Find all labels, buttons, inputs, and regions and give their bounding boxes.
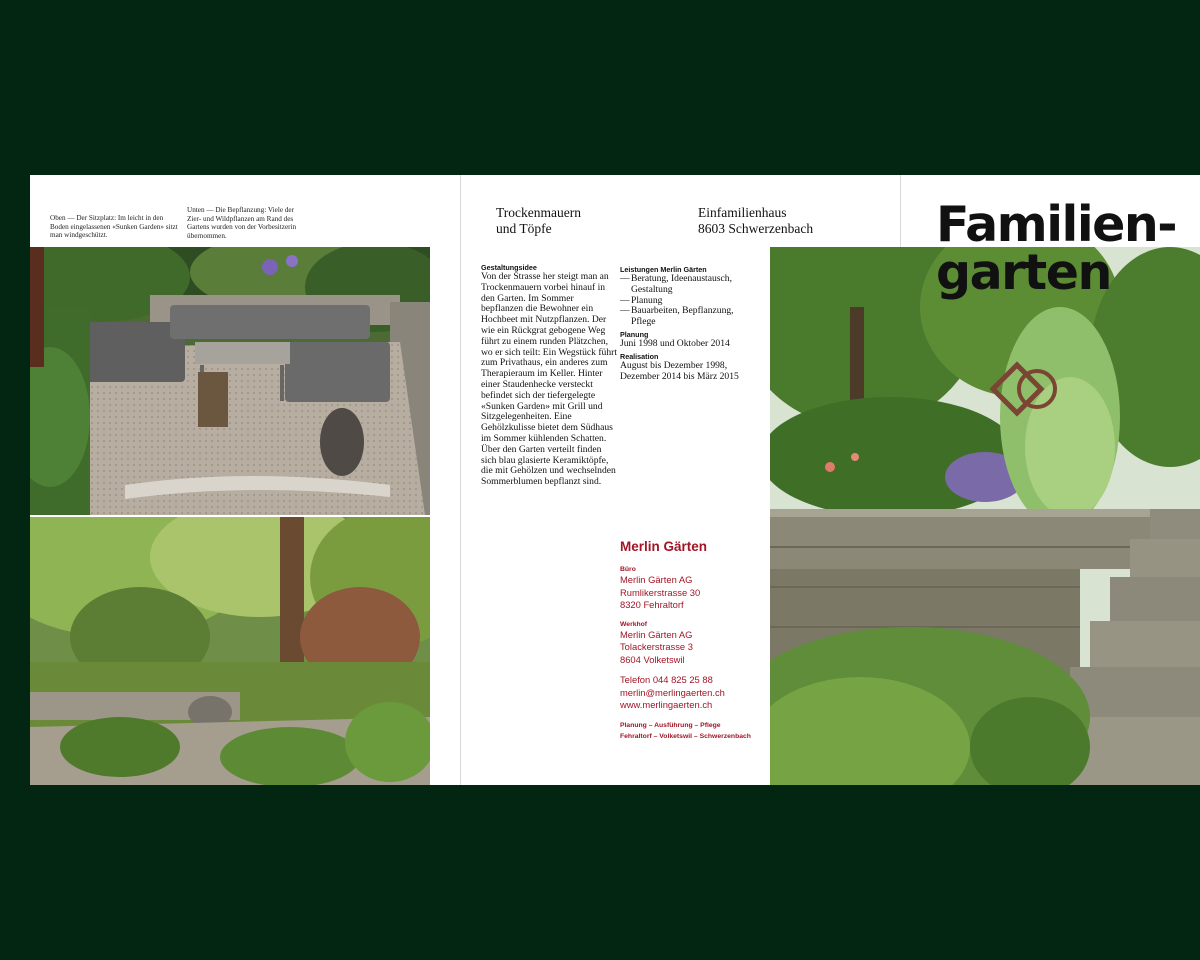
subject-heading: Trockenmauern und Töpfe bbox=[496, 205, 581, 236]
workshop-address: Merlin Gärten AG Tolackerstrasse 3 8604 Volketswil bbox=[620, 628, 693, 665]
design-idea bbox=[481, 263, 617, 488]
company-locations: Fehraltorf – Volketswil – Schwerzenbach bbox=[620, 733, 751, 740]
planning-text: Juni 1998 und Oktober 2014 bbox=[620, 337, 730, 349]
services-label: Leistungen Merlin Gärten bbox=[620, 265, 707, 274]
photo-raised-bed bbox=[770, 247, 1200, 785]
company-info bbox=[620, 539, 751, 743]
caption-top-photo: Oben — Der Sitzplatz: Im leicht in den Boden eingelassenen «Sunken Garden» sitzt man windgeschützt. bbox=[50, 214, 178, 240]
office-label: Büro bbox=[620, 566, 636, 573]
photo-sunken-garden bbox=[30, 247, 430, 515]
workshop-label: Werkhof bbox=[620, 620, 648, 628]
location-heading: Einfamilienhaus 8603 Schwerzenbach bbox=[698, 205, 814, 236]
article-title: Familien- garten bbox=[936, 196, 1177, 301]
photo-plantings bbox=[30, 517, 430, 785]
list-item: — Planung bbox=[620, 294, 663, 306]
list-item: — Bauarbeiten, Bepflanzung, Pflege bbox=[620, 305, 734, 328]
services-list bbox=[620, 274, 760, 328]
realisation-text: August bis Dezember 1998, Dezember 2014 bis März 2015 bbox=[620, 359, 739, 382]
page-fold bbox=[900, 175, 901, 247]
design-idea-label: Gestaltungsidee bbox=[481, 263, 537, 272]
design-idea-text: Von der Strasse her steigt man an Trockenmauern vorbei hinauf in den Garten. Im Sommer bepflanzen die Bewohner ein Hochbeet mit Nutzpflanzen. Der wie ein Rückgrat gebogene Weg führt zu einem runden Plätzchen, wo er sich teilt: Ein Wegstück führt zum Privathaus, ein anderes zum Therapieraum im Keller. Hinter einer Staudenhecke versteckt befindet sich der tiefergelegte «Sunken Garden» mit Grill und Sitzgelegenheiten. Eine Gehölzkulisse bietet dem Südhaus im Sommer kühlenden Schatten. Über den Garten verteilt finden sich blau glasierte Keramiktöpfe, die mit Gehölzen und wechselnden Sommerblumen bepflanzt sind. bbox=[481, 271, 617, 488]
website-link: www.merlingaerten.ch bbox=[620, 699, 713, 710]
list-item: — Beratung, Ideenaustausch, Gestaltung bbox=[620, 273, 732, 295]
services-block bbox=[620, 263, 760, 382]
magazine-spread bbox=[30, 175, 1200, 785]
planning-label: Planung bbox=[620, 329, 649, 339]
page-fold bbox=[460, 175, 461, 785]
office-address: Merlin Gärten AG Rumlikerstrasse 30 8320 Fehraltorf bbox=[620, 574, 701, 610]
company-tagline: Planung – Ausführung – Pflege bbox=[620, 721, 721, 729]
contact-details bbox=[620, 674, 751, 712]
realisation-label: Realisation bbox=[620, 351, 659, 361]
company-name: Merlin Gärten bbox=[620, 539, 708, 554]
email-address: merlin@merlingaerten.ch bbox=[620, 686, 725, 698]
phone-number: Telefon 044 825 25 88 bbox=[620, 674, 713, 685]
caption-bottom-photo: Unten — Die Bepflanzung: Viele der Zier- und Wildpflanzen am Rand des Gartens wurden von der Vorbesitzerin übernommen. bbox=[187, 206, 297, 240]
